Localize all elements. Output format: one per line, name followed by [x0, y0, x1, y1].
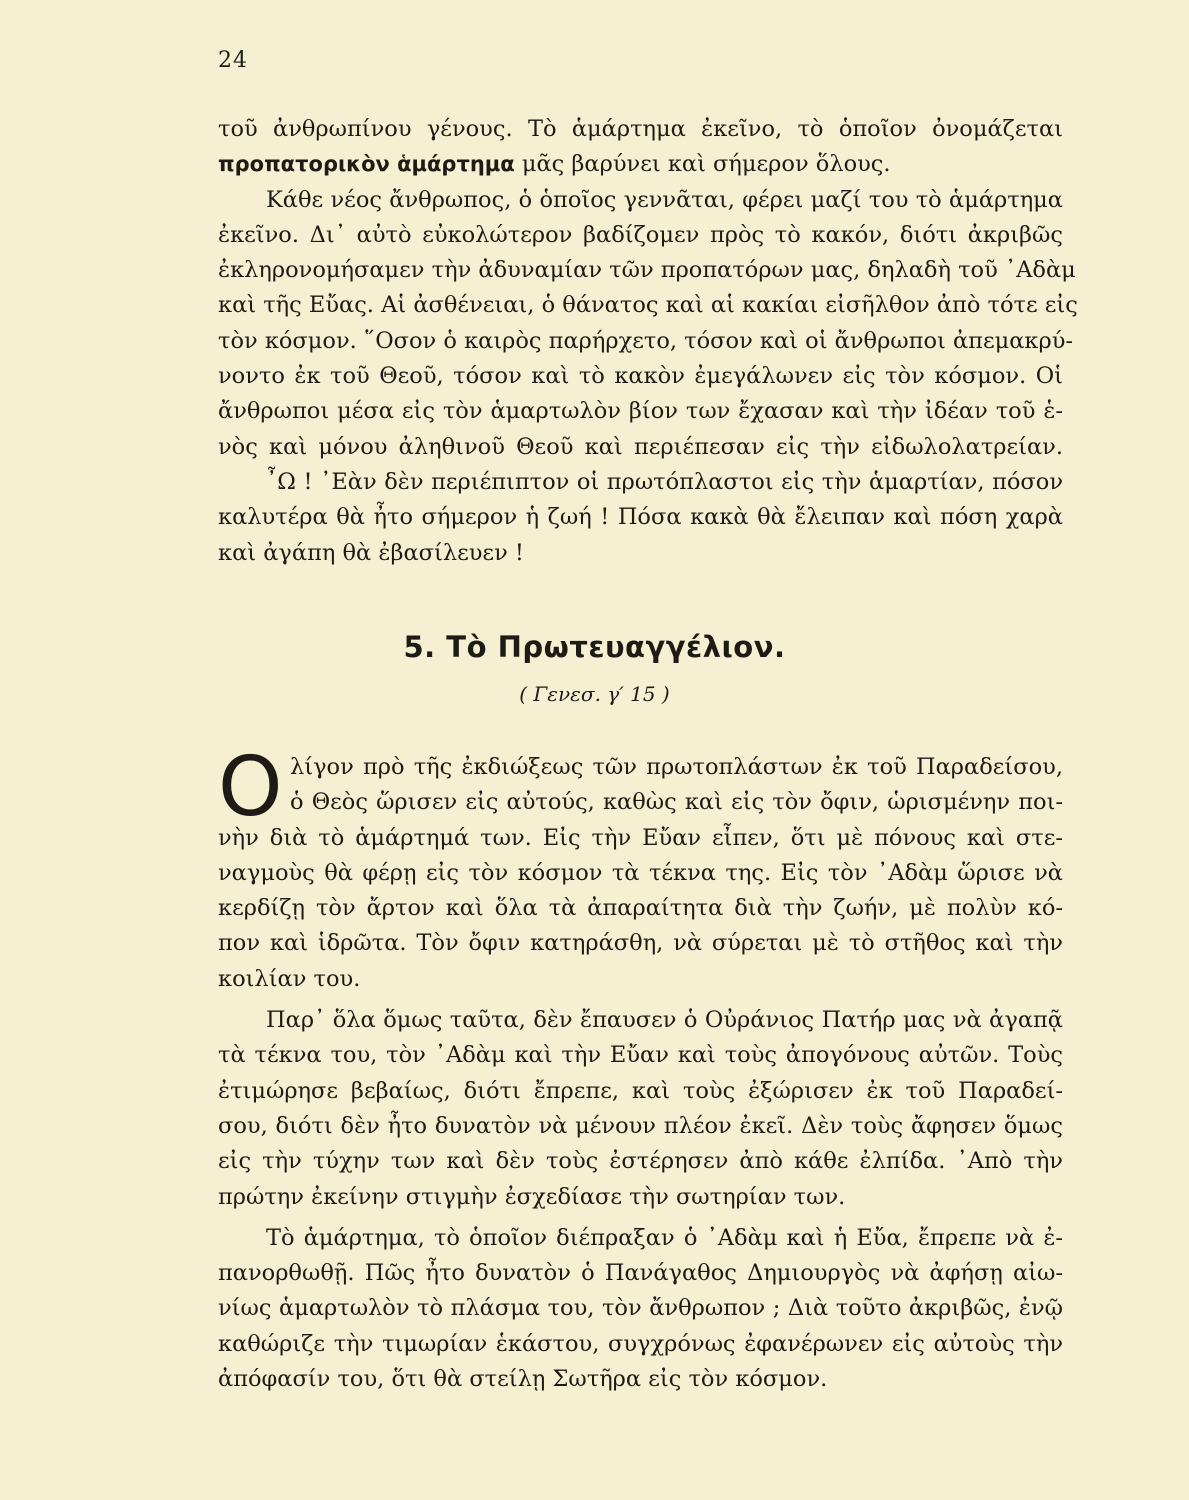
text-line [218, 147, 1063, 182]
text-line: πον καὶ ἱδρῶτα. Τὸν ὄφιν κατηράσθη, νὰ σύρεται μὲ τὸ στῆθος καὶ τὴν [218, 930, 1063, 957]
text-line: πρώτην ἐκείνην στιγμὴν ἐσχεδίασε τὴν σωτηρίαν των. [218, 1183, 846, 1210]
section-heading: 5. Τὸ Πρωτευαγγέλιον. [403, 630, 786, 664]
text-line: καὶ ἀγάπη θὰ ἐβασίλευεν ! [218, 539, 524, 566]
text-line: λίγον πρὸ τῆς ἐκδιώξεως τῶν πρωτοπλάστων ἐκ τοῦ Παραδείσου, [290, 754, 1063, 780]
text-line: ὁ Θεὸς ὥρισεν εἰς αὐτούς, καθὼς καὶ εἰς τὸν ὄφιν, ὡρισμένην ποι- [290, 789, 1063, 816]
bold-term: προπατορικὸν ἁμάρτημα [218, 152, 515, 177]
text-line: ἐτιμώρησε βεβαίως, διότι ἔπρεπε, καὶ τοὺς ἐξώρισεν ἐκ τοῦ Παραδεί- [218, 1077, 1063, 1104]
text-line: νοντο ἐκ τοῦ Θεοῦ, τόσον καὶ τὸ κακὸν ἐμεγάλωνεν εἰς τὸν κόσμον. Οἱ [218, 363, 1063, 390]
text-line: Κάθε νέος ἄνθρωπος, ὁ ὁποῖος γεννᾶται, φέρει μαζί του τὸ ἁμάρτημα [266, 186, 1063, 213]
text-line: καλυτέρα θὰ ἦτο σήμερον ἡ ζωή ! Πόσα κακὰ θὰ ἔλειπαν καὶ πόση χαρὰ [218, 504, 1063, 531]
text-line: εἰς τὴν τύχην των καὶ δὲν τοὺς ἐστέρησεν ἀπὸ κάθε ἐλπίδα. ᾿Απὸ τὴν [218, 1148, 1063, 1175]
text-line: ναγμοὺς θὰ φέρῃ εἰς τὸν κόσμον τὰ τέκνα της. Εἰς τὸν ᾿Αδὰμ ὥρισε νὰ [218, 859, 1063, 886]
page-number: 24 [218, 48, 248, 73]
text-line: νὸς καὶ μόνου ἀληθινοῦ Θεοῦ καὶ περιέπεσαν εἰς τὴν εἰδωλολατρείαν. [218, 433, 1063, 460]
text-line: κοιλίαν του. [218, 965, 361, 992]
text-line: Παρ᾿ ὅλα ὅμως ταῦτα, δὲν ἔπαυσεν ὁ Οὐράνιος Πατήρ μας νὰ ἀγαπᾷ [266, 1007, 1063, 1034]
text-line: τὸν κόσμον. ῞Οσον ὁ καιρὸς παρήρχετο, τόσον καὶ οἱ ἄνθρωποι ἀπεμακρύ- [218, 327, 1073, 354]
text-line: νὴν διὰ τὸ ἁμάρτημά των. Εἰς τὴν Εὔαν εἶπεν, ὅτι μὲ πόνους καὶ στε- [218, 824, 1063, 851]
dropcap-paragraph-start [218, 740, 1063, 835]
text-line: Τὸ ἁμάρτημα, τὸ ὁποῖον διέπραξαν ὁ ᾿Αδὰμ καὶ ἡ Εὔα, ἔπρεπε νὰ ἐ- [266, 1224, 1063, 1251]
text-line: νίως ἁμαρτωλὸν τὸ πλάσμα του, τὸν ἄνθρωπον ; Διὰ τοῦτο ἀκριβῶς, ἐνῷ [218, 1295, 1063, 1322]
text-line: ἐκεῖνο. Δι᾿ αὐτὸ εὐκολώτερον βαδίζομεν πρὸς τὸ κακόν, διότι ἀκριβῶς [218, 221, 1063, 248]
text-line: καὶ τῆς Εὔας. Αἱ ἀσθένειαι, ὁ θάνατος καὶ αἱ κακίαι εἰσῆλθον ἀπὸ τότε εἰς [218, 292, 1078, 319]
drop-cap-letter: Ο [218, 740, 283, 835]
text-line: τοῦ ἀνθρωπίνου γένους. Τὸ ἁμάρτημα ἐκεῖνο, τὸ ὁποῖον ὀνομάζεται [218, 116, 1063, 142]
text-fragment: μᾶς βαρύνει καὶ σήμερον ὅλους. [514, 151, 891, 178]
section-2-text [218, 740, 1063, 1397]
text-line: κερδίζῃ τὸν ἄρτον καὶ ὅλα τὰ ἀπαραίτητα διὰ τὴν ζωήν, μὲ πολὺν κό- [218, 895, 1063, 922]
text-line: ἐκληρονομήσαμεν τὴν ἀδυναμίαν τῶν προπατόρων μας, δηλαδὴ τοῦ ᾿Αδὰμ [218, 257, 1076, 284]
text-line: ἀπόφασίν του, ὅτι θὰ στείλῃ Σωτῆρα εἰς τὸν κόσμον. [218, 1366, 828, 1393]
section-1-text [218, 112, 1078, 571]
text-line: πανορθωθῇ. Πῶς ἦτο δυνατὸν ὁ Πανάγαθος Δημιουργὸς νὰ ἀφήσῃ αἰω- [218, 1260, 1063, 1287]
text-line: ἄνθρωποι μέσα εἰς τὸν ἁμαρτωλὸν βίον των ἔχασαν καὶ τὴν ἰδέαν τοῦ ἑ- [218, 398, 1063, 425]
text-line: σου, διότι δὲν ἦτο δυνατὸν νὰ μένουν πλέον ἐκεῖ. Δὲν τοὺς ἄφησεν ὅμως [218, 1112, 1063, 1139]
text-line: ῏Ω ! ᾿Εὰν δὲν περιέπιπτον οἱ πρωτόπλαστοι εἰς τὴν ἁμαρτίαν, πόσον [266, 468, 1063, 495]
text-line: τὰ τέκνα του, τὸν ᾿Αδὰμ καὶ τὴν Εὔαν καὶ τοὺς ἀπογόνους αὐτῶν. Τοὺς [218, 1042, 1063, 1069]
text-line: καθώριζε τὴν τιμωρίαν ἑκάστου, συγχρόνως ἐφανέρωνεν εἰς αὐτοὺς τὴν [218, 1330, 1063, 1357]
scripture-reference: ( Γενεσ. γ′ 15 ) [519, 682, 670, 706]
